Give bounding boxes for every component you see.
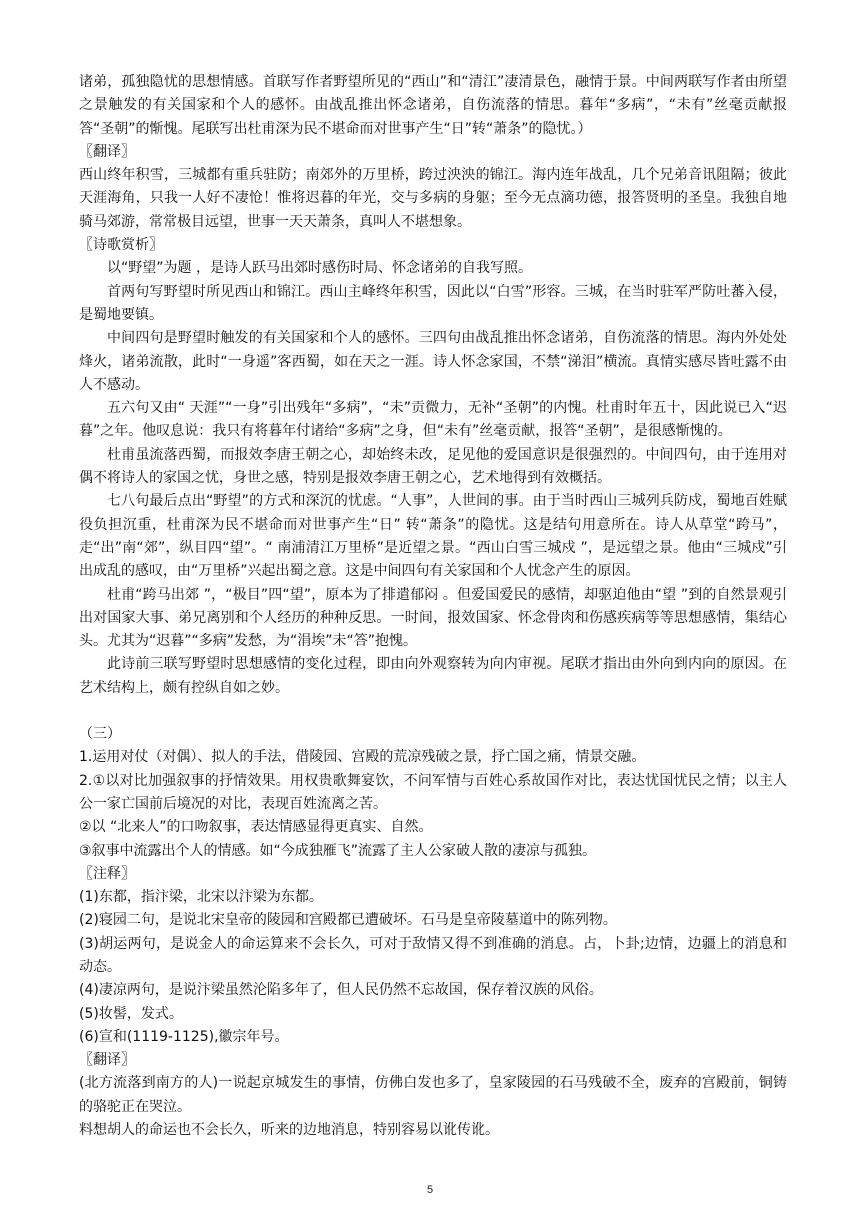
- translation-paragraph: 西山终年积雪，三城都有重兵驻防；南郊外的万里桥，跨过泱泱的锦江。海内连年战乱，几个兄弟音讯阻隔；彼此天涯海角，只我一人好不凄怆！惟将迟暮的年光，交与多病的身躯；至今无点滴功德，报答贤明的圣皇。我独自地骑马郊游，常常极目远望，世事一天天萧条，真叫人不堪想象。: [79, 167, 787, 230]
- note-item: (2)寝园二句，是说北宋皇帝的陵园和宫殿都已遭破坏。石马是皇帝陵墓道中的陈列物。: [79, 912, 617, 929]
- note-item: (6)宣和(1119-1125),徽宗年号。: [79, 1028, 289, 1045]
- appreciation-heading: 〖诗歌赏析〗: [79, 237, 163, 254]
- section-label: （三）: [79, 726, 121, 743]
- answer-2-part-3: ③叙事中流露出个人的情感。如“今成独雁飞”流露了主人公家破人散的凄凉与孤独。: [79, 842, 597, 859]
- answer-2-part-2: ②以 “北来人”的口吻叙事，表达情感显得更真实、自然。: [79, 819, 433, 836]
- appreciation-paragraph: 杜甫虽流落西蜀，而报效李唐王朝之心，却始终未改，足见他的爱国意识是很强烈的。中间四句，由于连用对偶不将诗人的家国之忧，身世之感，特别是报效李唐王朝之心，艺术地得到有效概括。: [79, 446, 787, 487]
- note-item: (4)凄凉两句，是说汴梁虽然沦陷多年了，但人民仍然不忘故国，保存着汉族的风俗。: [79, 982, 603, 999]
- appreciation-paragraph: 杜甫“跨马出郊 ”，“极目”四“望”，原本为了排遣郁闷 。但爱国爱民的感情，却驱迫他由“望 ”到的自然景观引出对国家大事、弟兄离别和个人经历的种种反思。一时间，报效国家、怀念骨肉和伤感疾病等等思想感情，集结心头。尤其为“迟暮”“多病”发愁，为“涓埃”未“答”抱愧。: [79, 586, 787, 650]
- answer-1: 1.运用对仗（对偶）、拟人的手法，借陵园、宫殿的荒凉残破之景，抒亡国之痛，情景交融。: [79, 749, 646, 766]
- notes-heading: 〖注释〗: [79, 865, 135, 882]
- page-number: 5: [426, 1184, 434, 1196]
- translation-line: 料想胡人的命运也不会长久，听来的边地消息，特别容易以讹传讹。: [79, 1122, 499, 1139]
- note-item: (1)东都，指汴梁，北宋以汴梁为东都。: [79, 889, 323, 906]
- note-item: (5)妆髻，发式。: [79, 1005, 183, 1022]
- appreciation-paragraph: 中间四句是野望时触发的有关国家和个人的感怀。三四句由战乱推出怀念诸弟，自伤流落的情思。海内外处处烽火，诸弟流散，此时“一身遥”客西蜀，如在天之一涯。诗人怀念家国，不禁“涕泪”横流。真情实感尽皆吐露不由人不感动。: [79, 330, 787, 393]
- page-content: [79, 71, 787, 1142]
- appreciation-paragraph: 五六句又由“ 天涯”“一身”引出残年“多病”，“未”贡微力，无补“圣朝”的内愧。杜甫时年五十，因此说已入“迟暮”之年。他叹息说：我只有将暮年付诸给“多病”之身，但“未有”丝毫贡献，报答“圣朝”，是很感惭愧的。: [79, 400, 787, 440]
- appreciation-paragraph: 以“野望”为题 ，是诗人跃马出郊时感伤时局、怀念诸弟的自我写照。: [107, 260, 532, 277]
- appreciation-paragraph: 七八句最后点出“野望”的方式和深沉的忧虑。“人事”，人世间的事。由于当时西山三城列兵防戍，蜀地百姓赋役负担沉重，杜甫深为民不堪命而对世事产生“日” 转“萧条”的隐忧。这是结句用意所在。诗人从草堂“跨马”，走“出”南“郊”，纵目四“望”。“ 南浦清江万里桥”是近望之景。“西山白雪三城戍 ”，是远望之景。他由“三城戍”引出成乱的感叹，由“万里桥”兴起出蜀之意。这是中间四句有关家国和个人忧念产生的原因。: [79, 493, 787, 580]
- appreciation-paragraph: 首两句写野望时所见西山和锦江。西山主峰终年积雪，因此以“白雪”形容。三城，在当时驻军严防吐蕃入侵，是蜀地要镇。: [79, 283, 787, 323]
- translation-heading-2: 〖翻译〗: [79, 1052, 135, 1069]
- answer-2-part-1: 2.①以对比加强叙事的抒情效果。用权贵歌舞宴饮，不问军情与百姓心系故国作对比，表达忧国忧民之情；以主人公一家亡国前后境况的对比，表现百姓流离之苦。: [79, 772, 787, 812]
- analysis-intro-paragraph: 诸弟，孤独隐忧的思想情感。首联写作者野望所见的“西山”和“清江”凄清景色，融情于景。中间两联写作者由所望之景触发的有关国家和个人的感怀。由战乱推出怀念诸弟，自伤流落的情思。暮年“多病”，“未有”丝毫贡献报答“圣朝”的惭愧。尾联写出杜甫深为民不堪命而对世事产生“日”转“萧条”的隐忧。）: [79, 74, 787, 137]
- translation-line: (北方流落到南方的人)一说起京城发生的事情，仿佛白发也多了，皇家陵园的石马残破不全，废弃的宫殿前，铜铸的骆驼正在哭泣。: [79, 1075, 787, 1115]
- note-item: (3)胡运两句，是说金人的命运算来不会长久，可对于敌情又得不到准确的消息。占，卜卦;边情，边疆上的消息和动态。: [79, 935, 787, 975]
- section-spacer: [79, 700, 787, 723]
- translation-heading: 〖翻译〗: [79, 143, 135, 160]
- appreciation-paragraph: 此诗前三联写野望时思想感情的变化过程，即由向外观察转为向内审视。尾联才指出由外向到内向的原因。在艺术结构上，颇有控纵自如之妙。: [79, 656, 787, 696]
